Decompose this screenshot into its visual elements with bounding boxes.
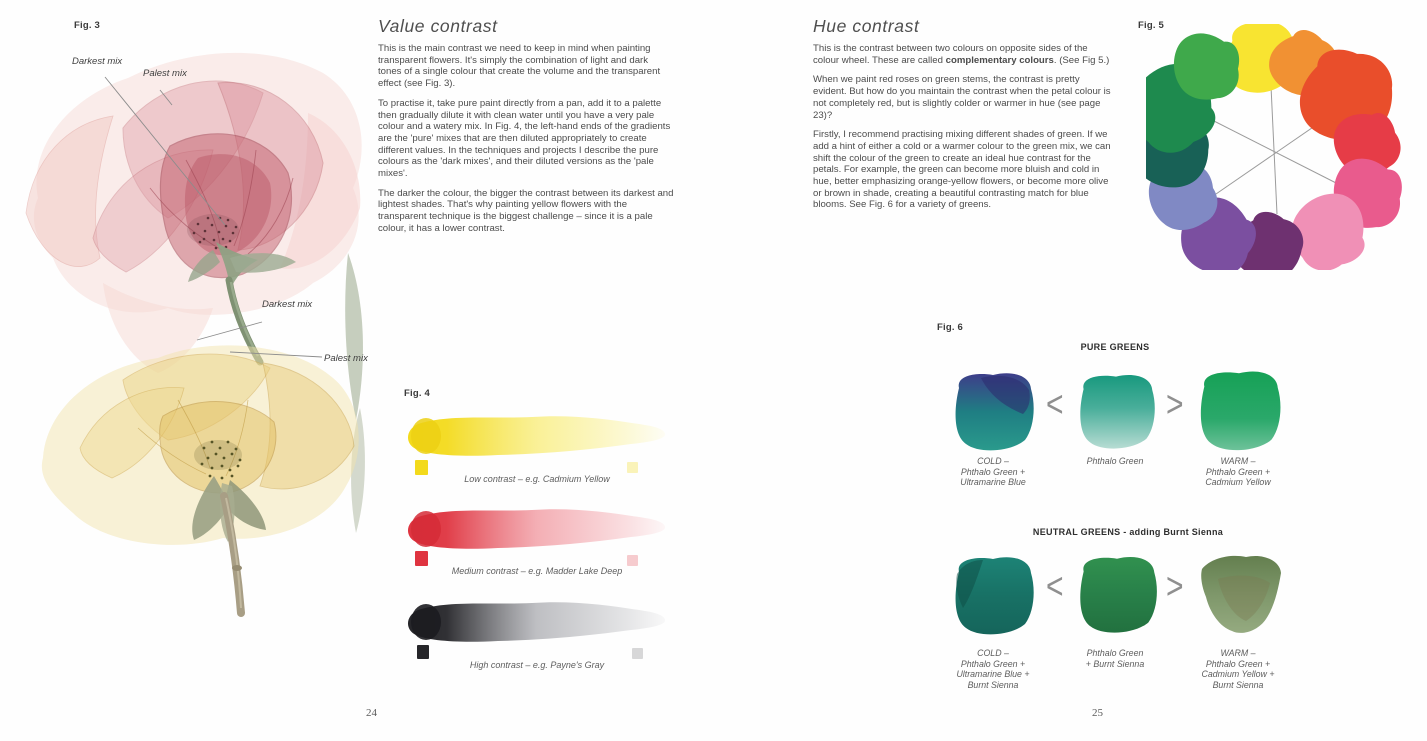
less-than-icon: < bbox=[1046, 383, 1064, 425]
less-than-icon: < bbox=[1046, 565, 1064, 607]
swatch-caption-yellow: Low contrast – e.g. Cadmium Yellow bbox=[464, 474, 610, 484]
value-paragraph-3: The darker the colour, the bigger the contrast between its darkest and lightest shades. That's why painting yellow flowers with the transparent technique is the biggest challenge – since it is a pale colour, it has a lower contrast. bbox=[378, 187, 674, 234]
neutral-phthalo-caption: Phthalo Green + Burnt Sienna bbox=[1085, 648, 1145, 669]
dark-mix-chip bbox=[415, 460, 428, 475]
pure-cold-caption: COLD – Phthalo Green + Ultramarine Blue bbox=[960, 456, 1026, 488]
hue-p1-text: This is the contrast between two colours on opposite sides of the colour wheel. These are called bbox=[813, 43, 1088, 66]
fig5-colour-wheel bbox=[1146, 24, 1422, 270]
dark-mix-chip bbox=[417, 645, 429, 659]
hue-paragraph-2: When we paint red roses on green stems, the contrast is pretty evident. But how do you maintain the contrast when the petal colour is not completely red, but is slightly colder or warmer in hue (see page 23)? bbox=[813, 74, 1111, 121]
value-paragraph-2: To practise it, take pure paint directly from a pan, add it to a palette then gradually dilute it with clean water until you have a very pale colour and a watery mix. In Fig. 4, the left-hand ends of the gradients are the 'pure' mixes that are then diluted appropriately to create different values. In the techniques and projects I describe the pure colours as the 'dark mixes', and their diluted versions as the 'pale mixes'. bbox=[378, 97, 671, 180]
fig5-label: Fig. 5 bbox=[1138, 20, 1165, 31]
swatch-caption-gray: High contrast – e.g. Payne's Gray bbox=[469, 660, 605, 670]
fig6-label: Fig. 6 bbox=[937, 322, 964, 333]
hue-p1-tail: . (See Fig 5.) bbox=[1053, 54, 1110, 66]
fig4-label: Fig. 4 bbox=[404, 388, 431, 399]
value-paragraph-1: This is the main contrast we need to keep in mind when painting transparent flowers. It's simply the combination of light and dark tones of a single colour that create the volume and the transparent effect (see Fig. 3). bbox=[378, 43, 661, 90]
fig3-label: Fig. 3 bbox=[74, 20, 101, 31]
fig3-flower-illustration bbox=[8, 28, 380, 668]
complementary-colours-bold: complementary colours bbox=[945, 54, 1054, 66]
annotation-rose-palest-mix: Palest mix bbox=[143, 68, 187, 79]
swatch-caption-red: Medium contrast – e.g. Madder Lake Deep bbox=[451, 566, 623, 576]
gradient-swatch-cadmium-yellow bbox=[402, 410, 672, 480]
annotation-yellow-palest-mix: Palest mix bbox=[324, 353, 368, 364]
pale-mix-chip bbox=[627, 555, 638, 566]
greater-than-icon: > bbox=[1166, 383, 1184, 425]
neutral-cold-caption: COLD – Phthalo Green + Ultramarine Blue + Burnt Sienna bbox=[956, 648, 1030, 690]
page-number-left: 24 bbox=[366, 707, 377, 719]
neutral-green-cold-blob bbox=[941, 550, 1045, 640]
gradient-swatch-paynes-gray bbox=[402, 596, 672, 666]
pure-warm-caption: WARM – Phthalo Green + Cadmium Yellow bbox=[1205, 456, 1271, 488]
pure-green-cold-blob bbox=[941, 368, 1045, 454]
hue-contrast-title: Hue contrast bbox=[813, 16, 920, 36]
neutral-greens-heading: NEUTRAL GREENS - adding Burnt Sienna bbox=[1032, 527, 1224, 537]
value-contrast-section bbox=[378, 16, 674, 243]
pure-green-phthalo-blob bbox=[1066, 370, 1166, 452]
pure-green-warm-blob bbox=[1186, 366, 1292, 454]
dark-mix-chip bbox=[415, 551, 428, 566]
neutral-green-warm-blob bbox=[1188, 550, 1292, 638]
pale-mix-chip bbox=[627, 462, 638, 473]
neutral-warm-caption: WARM – Phthalo Green + Cadmium Yellow + Burnt Sienna bbox=[1201, 648, 1275, 690]
value-contrast-title: Value contrast bbox=[378, 16, 498, 36]
pale-mix-chip bbox=[632, 648, 643, 659]
hue-contrast-section bbox=[813, 16, 1115, 219]
hue-paragraph-1 bbox=[813, 43, 1115, 66]
pure-greens-heading: PURE GREENS bbox=[1080, 342, 1150, 352]
hue-paragraph-3: Firstly, I recommend practising mixing different shades of green. If we add a hint of either a cold or a warmer colour to the green mix, we can shift the colour of the green to create an ideal hue contrast for the petals. For example, the green can become more bluish and cold in hue, better emphasizing orange-yellow flowers, or become more olive or brown in shade, creating a beautiful contrasting match for blue blooms. See Fig. 6 for a variety of greens. bbox=[813, 129, 1111, 211]
gradient-swatch-madder-lake bbox=[402, 503, 672, 573]
greater-than-icon: > bbox=[1166, 565, 1184, 607]
annotation-rose-darkest-mix: Darkest mix bbox=[72, 56, 123, 67]
pure-phthalo-caption: Phthalo Green bbox=[1086, 456, 1144, 466]
page-number-right: 25 bbox=[1092, 707, 1103, 719]
annotation-yellow-darkest-mix: Darkest mix bbox=[262, 299, 313, 310]
neutral-green-phthalo-blob bbox=[1066, 548, 1168, 640]
